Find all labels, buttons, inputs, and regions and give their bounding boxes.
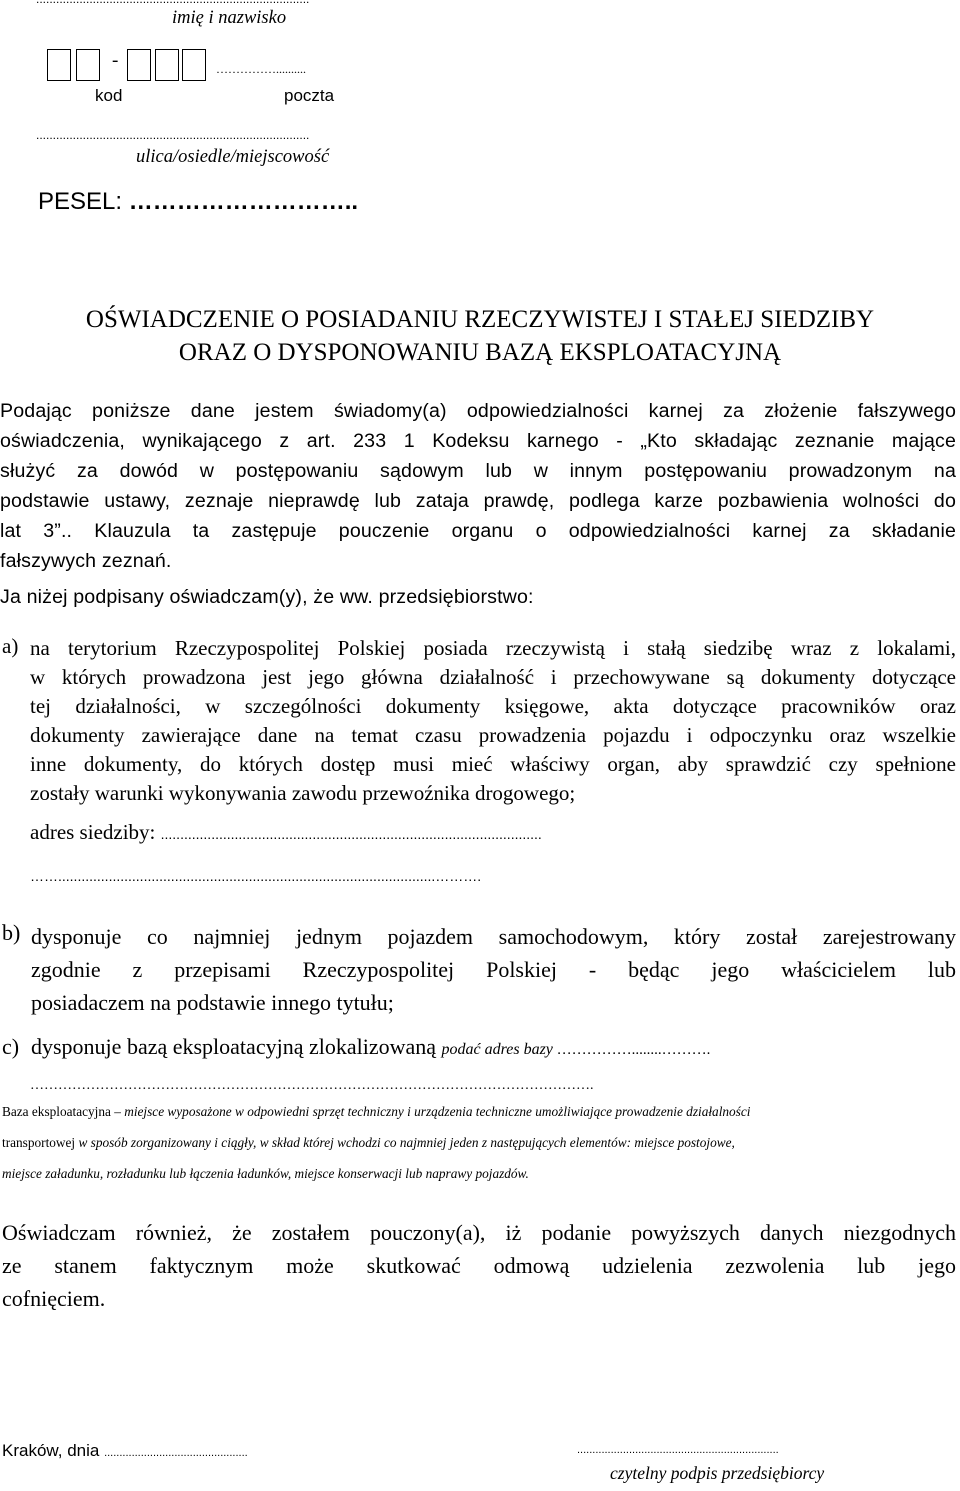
document-title-line-1: OŚWIADCZENIE O POSIADANIU RZECZYWISTEJ I STAŁEJ SIEDZIBY [85,306,875,333]
closing-line: cofnięciem. [2,1286,106,1311]
item-b-marker: b) [2,920,21,945]
declaration-line: Ja niżej podpisany oświadczam(y), że ww. przedsiębiorstwo: [0,586,534,608]
pesel-dots: ……………………….. [128,188,359,215]
item-c-text [31,1034,710,1060]
place-date-label: Kraków, dnia [2,1441,105,1460]
postal-dash: - [112,50,119,71]
footnote-line-3: miejsce załadunku, rozładunku lub łączenia ładunków, miejsce konserwacji lub naprawy pojazdów. [2,1166,529,1181]
street-label: ulica/osiedle/miejscowość [136,147,330,167]
item-a-line: zostały warunki wykonywania zawodu przewoźnika drogowego; [30,781,576,805]
place-date-field[interactable] [2,1441,248,1461]
postal-code-box-2[interactable] [76,49,100,81]
address-label: adres siedziby: [30,820,161,844]
name-dots [36,0,456,6]
postal-city-dots: …………….......... [216,62,306,76]
intro-paragraph [0,396,956,612]
intro-line: lat 3”.. Klauzula ta zastępuje pouczenie organu o odpowiedzialności karnej za składanie [0,520,956,542]
closing-paragraph [2,1216,956,1315]
item-a-line: tej działalności, w szczególności dokumenty księgowe, akta dotyczące pracowników oraz [30,694,956,718]
postal-code-box-1[interactable] [47,49,71,81]
address-dots-line-2[interactable]: …….................................................................................................………. [30,868,482,884]
footnote [2,1096,958,1189]
code-label: kod [95,86,123,105]
address-dots: .................................................................................................. [160,826,542,842]
signature-dots[interactable]: .................................................................. [577,1444,779,1456]
intro-line: fałszywych zeznań. [0,550,172,572]
footnote-prefix: transportowej [2,1135,79,1150]
street-dots: .................................................................................. [36,128,310,142]
base-address-hint: podać adres bazy [441,1041,553,1058]
item-b-line: posiadaczem na podstawie innego tytułu; [31,990,394,1015]
item-a-marker: a) [2,634,19,658]
date-dots: ............................................... [104,1447,248,1459]
closing-line: ze stanem faktycznym może skutkować odmową udzielenia zezwolenia lub jego [2,1253,956,1278]
name-label: imię i nazwisko [172,8,287,28]
intro-line: służyć za dowód w postępowaniu sądowym lub w innym postępowaniu prowadzonym na [0,460,956,482]
document-title-line-2: ORAZ O DYSPONOWANIU BAZĄ EKSPLOATACYJNĄ [178,339,782,366]
footnote-text: w sposób zorganizowany i ciągły, w skład której wchodzi co najmniej jeden z następujących elementów: miejsce postojowe, [78,1135,735,1150]
postal-code-box-3[interactable] [127,49,151,81]
footnote-text: – miejsce wyposażone w odpowiedni sprzęt techniczny i urządzenia techniczne umożliwiające prowadzenie działalności [110,1104,751,1119]
intro-line: podstawie ustawy, zeznaje nieprawdę lub zataja prawdę, podlega karze pozbawienia wolności do [0,490,956,512]
item-b-line: dysponuje co najmniej jednym pojazdem samochodowym, który został zarejestrowany [31,924,956,949]
signature-label: czytelny podpis przedsiębiorcy [610,1463,825,1483]
post-label: poczta [284,86,335,105]
closing-line: Oświadczam również, że zostałem pouczony(a), iż podanie powyższych danych niezgodnych [2,1220,956,1245]
item-b-text [31,920,956,1019]
item-a-line: dokumenty zawierające dane na temat czasu prowadzenia pojazdu i odpoczynku oraz wszelkie [30,723,956,747]
item-c-statement: dysponuje bazą eksploatacyjną zlokalizowaną [31,1034,442,1059]
item-a-line: na terytorium Rzeczypospolitej Polskiej posiada rzeczywistą i stałą siedzibę wraz z lokalami, [30,636,956,660]
intro-line: oświadczenia, wynikającego z art. 233 1 Kodeksu karnego - „Kto składając zeznanie mające [0,430,956,452]
base-address-dots[interactable]: ……………........………. [552,1042,711,1058]
item-a-text [30,634,956,808]
footnote-term: Baza eksploatacyjna [2,1104,111,1119]
pesel-field [38,188,358,216]
base-address-dots-line-2[interactable]: …………………………………………………………………………………………………………. [30,1078,594,1093]
pesel-label: PESEL: [38,188,129,215]
item-b-line: zgodnie z przepisami Rzeczypospolitej Polskiej - będąc jego właścicielem lub [31,957,956,982]
postal-code-box-4[interactable] [155,49,179,81]
item-c-marker: c) [2,1034,20,1059]
item-a-line: inne dokumenty, do których dostęp musi mieć właściwy organ, aby sprawdzić czy spełnione [30,752,956,776]
footnote-line-1 [2,1096,958,1127]
postal-code-box-5[interactable] [182,49,206,81]
intro-line: Podając poniższe dane jestem świadomy(a) odpowiedzialności karnej za złożenie fałszywego [0,400,956,422]
item-a-line: w których prowadzona jest jego główna działalność i przechowywane są dokumenty dotyczące [30,665,956,689]
footnote-line-2 [2,1127,958,1158]
address-field[interactable] [30,820,920,845]
